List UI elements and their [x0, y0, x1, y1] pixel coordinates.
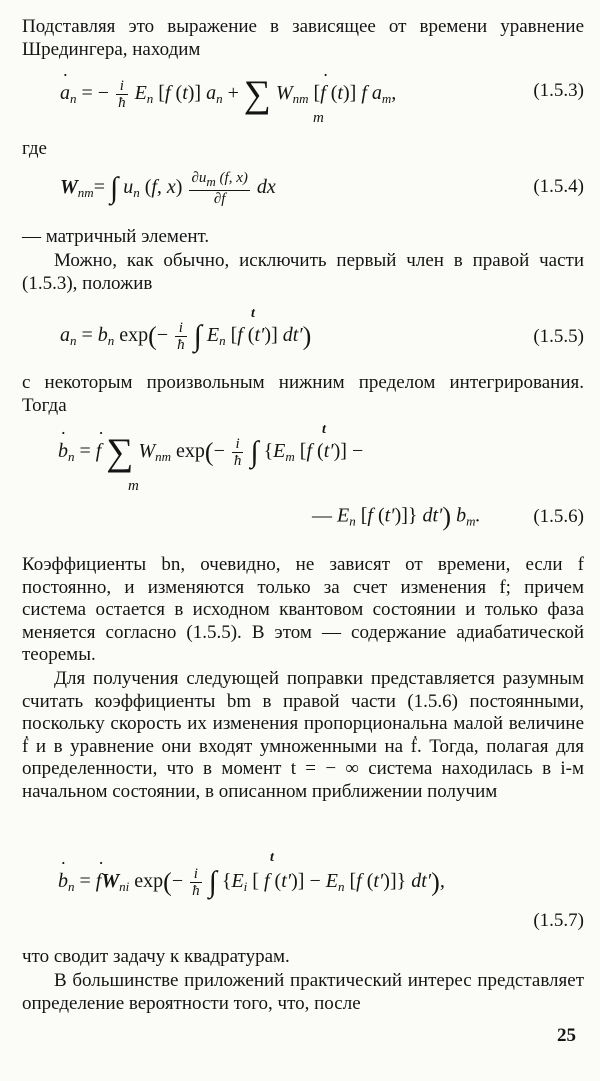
- equation-number: (1.5.6): [533, 506, 584, 527]
- paragraph-7: Для получения следующей поправки представляется разумным считать коэффициенты bm в правой части (1.5.6) постоянными, поскольку скорость их изменения пропорциональна малой величине ḟ и в уравнение они входят умноженными на ḟ. Тогда, полагая для определенности, что в момент t = − ∞ система находилась в i-м начальном состоянии, в описанном приближении получим: [22, 668, 584, 802]
- paragraph-6: Коэффициенты bn, очевидно, не зависят от времени, если f постоянно, и изменяются только за счет изменения f; причем система остается в исходном квантовом состоянии и только фаза меняется согласно (1.5.5). В этом — содержание адиабатической теоремы.: [22, 554, 584, 665]
- equation-number: (1.5.4): [533, 176, 584, 197]
- paragraph-1: Подставляя это выражение в зависящее от времени уравнение Шредингера, находим: [22, 16, 584, 60]
- equation-1-5-3: ˙ $a_n$ = − $\frac{i}{ħ}$ $E_n$ [f (t)] $a_n$ + ∑ $W_{nm}$ [˙ f (t)] f $a_m$, m (1.5.3): [0, 72, 600, 128]
- paragraph-4: Можно, как обычно, исключить первый член в правой части (1.5.3), положив: [22, 250, 584, 294]
- paragraph-8: что сводит задачу к квадратурам.: [22, 946, 290, 967]
- paragraph-2: где: [22, 138, 47, 159]
- equation-number: (1.5.7): [533, 910, 584, 931]
- equation-1-5-6: ˙ $b_n$ = ˙ f ∑ $W_{nm}$ exp(− $\frac{i}{ħ}$ ∫ {$E_m$ [f (t′)] − t m — $E_n$ [f (t′)]} dt′) $b_m$. (1.5.6): [0, 422, 600, 540]
- equation-1-5-4: $W_{nm}=$ ∫ $u_n$ (f, x) $\frac{\partial um (f, x)}{\partial f}$ dx (1.5.4): [60, 170, 584, 207]
- paragraph-5: с некоторым произвольным нижним пределом интегрирования. Тогда: [22, 372, 584, 416]
- equation-number: (1.5.3): [533, 80, 584, 101]
- equation-number: (1.5.5): [533, 326, 584, 347]
- equation-1-5-7: ˙ $b_n$ = ˙ $fW_{ni}$ exp(− $\frac{i}{ħ}$ ∫ {$E_i$ [ f $(t')] - E_n$ [f (t′)]} dt′), t (1.5.7): [0, 848, 600, 938]
- equation-1-5-5: $a_n = b_n$ exp(− $\frac{i}{ħ}$ ∫ $E_n$ [f (t′)] dt′) t (1.5.5): [60, 306, 584, 353]
- paragraph-9: В большинстве приложений практический интерес представляет определение вероятности того, что, после: [22, 970, 584, 1014]
- page-number: 25: [557, 1025, 576, 1046]
- paragraph-3: — матричный элемент.: [22, 226, 210, 247]
